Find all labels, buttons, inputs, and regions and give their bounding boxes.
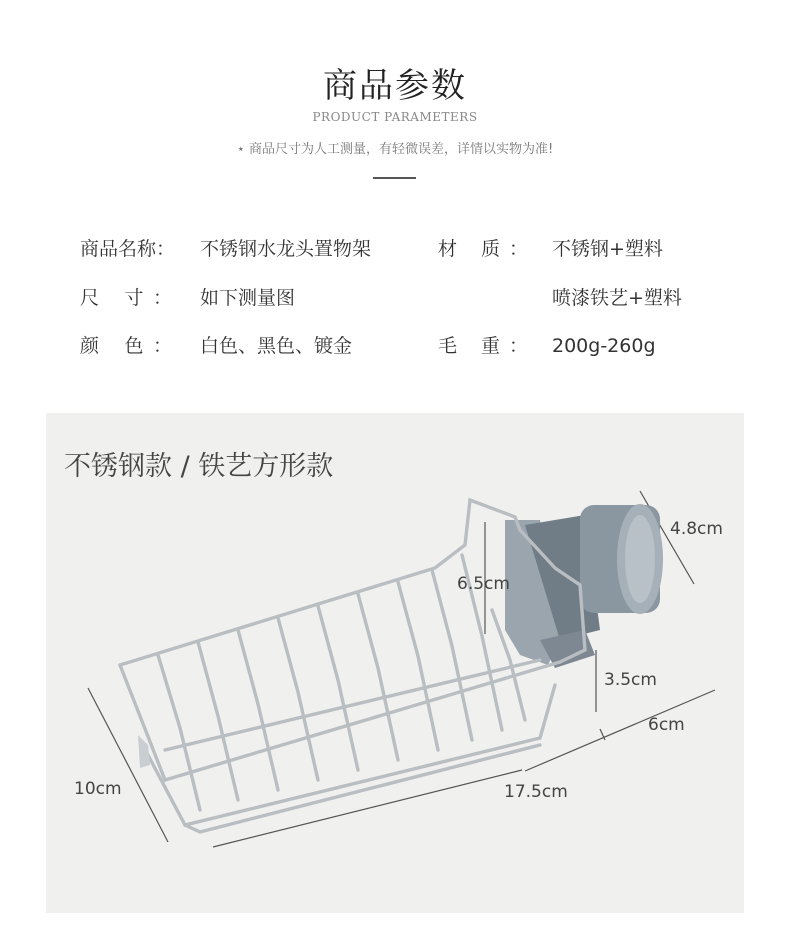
measurement-note: ⋆ 商品尺寸为人工测量，有轻微误差，详情以实物为准! [236, 142, 554, 157]
panel-title: 不锈钢款 / 铁艺方形款 [64, 451, 334, 482]
dim-basket-width: 10cm [74, 779, 122, 799]
dim-basket-length: 17.5cm [504, 782, 568, 802]
page-subtitle: PRODUCT PARAMETERS [312, 110, 478, 124]
dim-hook-height: 6.5cm [457, 574, 510, 594]
spec-name-value: 不锈钢水龙头置物架 [200, 238, 372, 260]
spec-size-value: 如下测量图 [200, 287, 296, 309]
spec-color-label: 颜 色： [80, 335, 172, 357]
spec-name-label: 商品名称： [80, 238, 176, 260]
spec-material-value-1: 不锈钢+塑料 [552, 238, 663, 260]
dim-clip-width: 6cm [648, 715, 685, 735]
spec-color-value: 白色、黑色、镀金 [200, 335, 353, 357]
spec-size-label: 尺 寸： [80, 287, 172, 309]
spec-weight-label: 毛 重： [438, 335, 528, 357]
dim-cup-diameter: 4.8cm [670, 519, 723, 539]
spec-weight-value: 200g-260g [552, 335, 656, 357]
spec-material-label: 材 质： [438, 238, 528, 260]
spec-material-value-2: 喷漆铁艺+塑料 [552, 287, 682, 309]
dim-basket-depth: 3.5cm [604, 670, 657, 690]
page-title: 商品参数 [323, 66, 467, 106]
